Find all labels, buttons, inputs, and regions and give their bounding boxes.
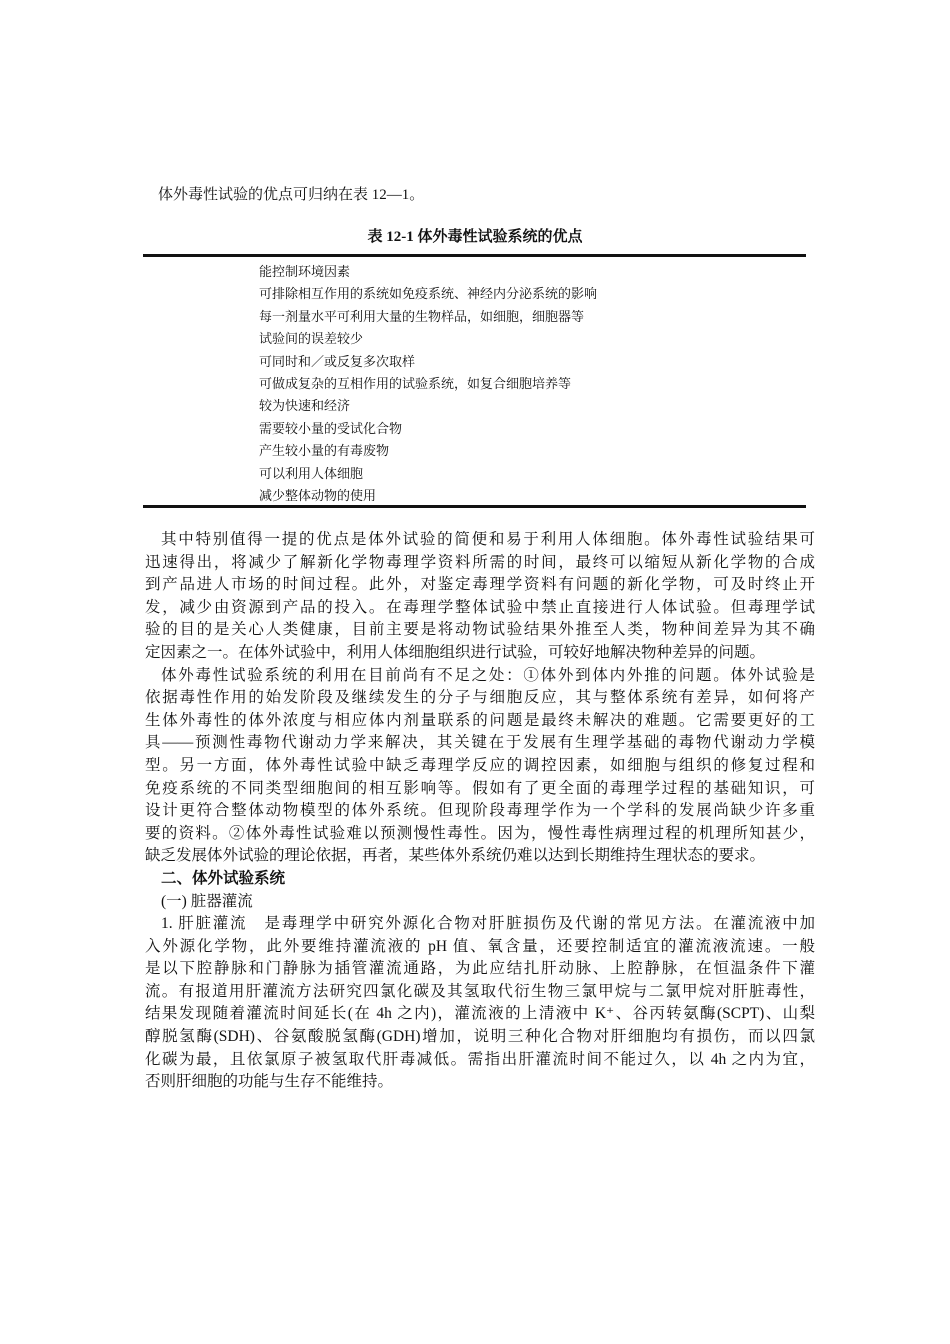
table-top-rule [143,254,806,257]
subsection-heading: (一) 脏器灌流 [161,892,253,910]
paragraph-3-line: 醇脱氢酶(SDH)、谷氨酸脱氢酶(GDH)增加，说明三种化合物对肝细胞均有损伤，而以四氯 [145,1028,815,1046]
paragraph-1-line: 到产品进人市场的时间过程。此外，对鉴定毒理学资料有问题的新化学物，可及时终止开 [145,576,815,594]
paragraph-1-line: 验的目的是关心人类健康，目前主要是将动物试验结果外推至人类，物种间差异为其不确 [145,621,815,639]
paragraph-2-line: 设计更符合整体动物模型的体外系统。但现阶段毒理学作为一个学科的发展尚缺少许多重 [145,802,815,820]
paragraph-3-line: 化碳为最，且依氯原子被氢取代肝毒减低。需指出肝灌流时间不能过久，以 4h 之内为宜， [145,1050,815,1068]
table-bottom-rule [143,505,806,508]
paragraph-2-line: 要的资料。②体外毒性试验难以预测慢性毒性。因为，慢性毒性病理过程的机理所知甚少， [145,824,815,842]
section-heading: 二、体外试验系统 [161,869,286,887]
paragraph-3-line: 结果发现随着灌流时间延长(在 4h 之内)，灌流液的上清液中 K⁺、谷丙转氨酶(SCPT)、山梨 [145,1005,815,1023]
table-rows [259,261,597,507]
intro-text: 体外毒性试验的优点可归纳在表 12—1。 [158,187,425,203]
table-row: 可以利用人体细胞 [259,465,364,481]
table-caption: 表 12-1 体外毒性试验系统的优点 [367,229,583,245]
paragraph-2-line: 具——预测性毒物代谢动力学来解决，其关键在于发展有生理学基础的毒物代谢动力学模 [145,734,815,752]
table-row: 较为快速和经济 [259,398,351,414]
paragraph-3-line: 否则肝细胞的功能与生存不能维持。 [145,1073,394,1091]
paragraph-2-line: 体外毒性试验系统的利用在目前尚有不足之处：①体外到体内外推的问题。体外试验是 [161,666,815,684]
paragraph-2-line: 生体外毒性的体外浓度与相应体内剂量联系的问题是最终未解决的难题。它需要更好的工 [145,711,815,729]
paragraph-3-line: 入外源化学物，此外要维持灌流液的 pH 值、氧含量，还要控制适宜的灌流液流速。一般 [145,937,815,955]
paragraph-3-line: 1. 肝脏灌流 是毒理学中研究外源化合物对肝脏损伤及代谢的常见方法。在灌流液中加 [161,915,815,933]
table-row: 减少整体动物的使用 [259,488,377,504]
paragraph-1-line: 发，减少由资源到产品的投入。在毒理学整体试验中禁止直接进行人体试验。但毒理学试 [145,598,815,616]
table-row: 产生较小量的有毒废物 [259,443,390,459]
paragraph-1-line: 定因素之一。在体外试验中，利用人体细胞组织进行试验，可较好地解决物种差异的问题。 [145,643,766,661]
paragraph-1-line: 其中特别值得一提的优点是体外试验的简便和易于利用人体细胞。体外毒性试验结果可 [161,531,815,548]
paragraph-2-line: 免疫系统的不同类型细胞间的相互影响等。假如有了更全面的毒理学过程的基础知识，可 [145,779,815,797]
paragraph-2-line: 依据毒性作用的始发阶段及继续发生的分子与细胞反应，其与整体系统有差异，如何将产 [145,689,815,707]
table-row: 需要较小量的受试化合物 [259,420,403,436]
table-row: 可做成复杂的互相作用的试验系统，如复合细胞培养等 [259,376,572,392]
paragraph-2-line: 型。另一方面，体外毒性试验中缺乏毒理学反应的调控因素，如细胞与组织的修复过程和 [145,756,815,774]
paragraph-3-line: 流。有报道用肝灌流方法研究四氯化碳及其氢取代衍生物三氯甲烷与二氯甲烷对肝脏毒性， [145,982,815,1000]
paragraph-2-line: 缺乏发展体外试验的理论依据，再者，某些体外系统仍难以达到长期维持生理状态的要求。 [145,847,766,865]
table-row: 可排除相互作用的系统如免疫系统、神经内分泌系统的影响 [259,286,598,302]
table-row: 每一剂量水平可利用大量的生物样品，如细胞，细胞器等 [259,308,585,324]
body-text [145,529,815,1094]
paragraph-3-line: 是以下腔静脉和门静脉为插管灌流通路，为此应结扎肝动脉、上腔静脉，在恒温条件下灌 [145,960,815,978]
table-row: 试验间的误差较少 [259,331,364,347]
table-row: 可同时和／或反复多次取样 [259,353,416,369]
paragraph-1-line: 迅速得出，将减少了解新化学物毒理学资料所需的时间，最终可以缩短从新化学物的合成 [145,553,815,571]
table-row: 能控制环境因素 [259,264,351,279]
